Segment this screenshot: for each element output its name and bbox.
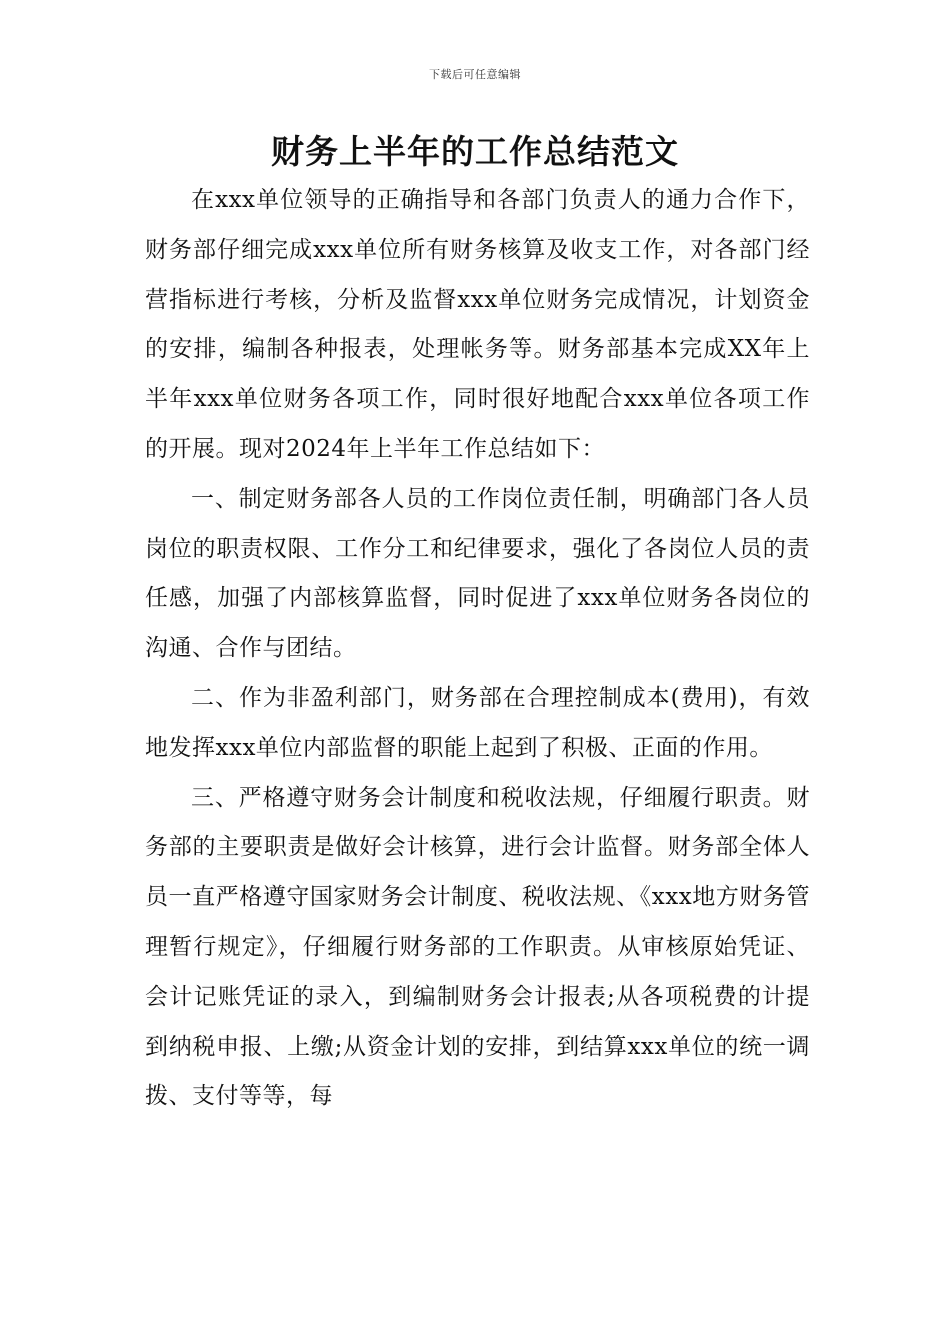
document-body [145,176,810,1122]
header-note: 下载后可任意编辑 [429,68,521,81]
paragraph-intro: 在xxx单位领导的正确指导和各部门负责人的通力合作下，财务部仔细完成xxx单位所有财务核算及收支工作，对各部门经营指标进行考核，分析及监督xxx单位财务完成情况，计划资金的安排，编制各种报表，处理帐务等。财务部基本完成XX年上半年xxx单位财务各项工作，同时很好地配合xxx单位各项工作的开展。现对2024年上半年工作总结如下： [145,187,810,462]
paragraph-item-2: 二、作为非盈利部门，财务部在合理控制成本(费用)，有效地发挥xxx单位内部监督的职能上起到了积极、正面的作用。 [145,684,810,761]
paragraph-item-3: 三、严格遵守财务会计制度和税收法规，仔细履行职责。财务部的主要职责是做好会计核算，进行会计监督。财务部全体人员一直严格遵守国家财务会计制度、税收法规、《xxx地方财务管理暂行规定》，仔细履行财务部的工作职责。从审核原始凭证、会计记账凭证的录入，到编制财务会计报表;从各项税费的计提到纳税申报、上缴;从资金计划的安排，到结算xxx单位的统一调拨、支付等等，每 [145,784,810,1110]
paragraph-item-1: 一、制定财务部各人员的工作岗位责任制，明确部门各人员岗位的职责权限、工作分工和纪律要求，强化了各岗位人员的责任感，加强了内部核算监督，同时促进了xxx单位财务各岗位的沟通、合作与团结。 [145,485,810,662]
document-title: 财务上半年的工作总结范文 [271,132,679,171]
